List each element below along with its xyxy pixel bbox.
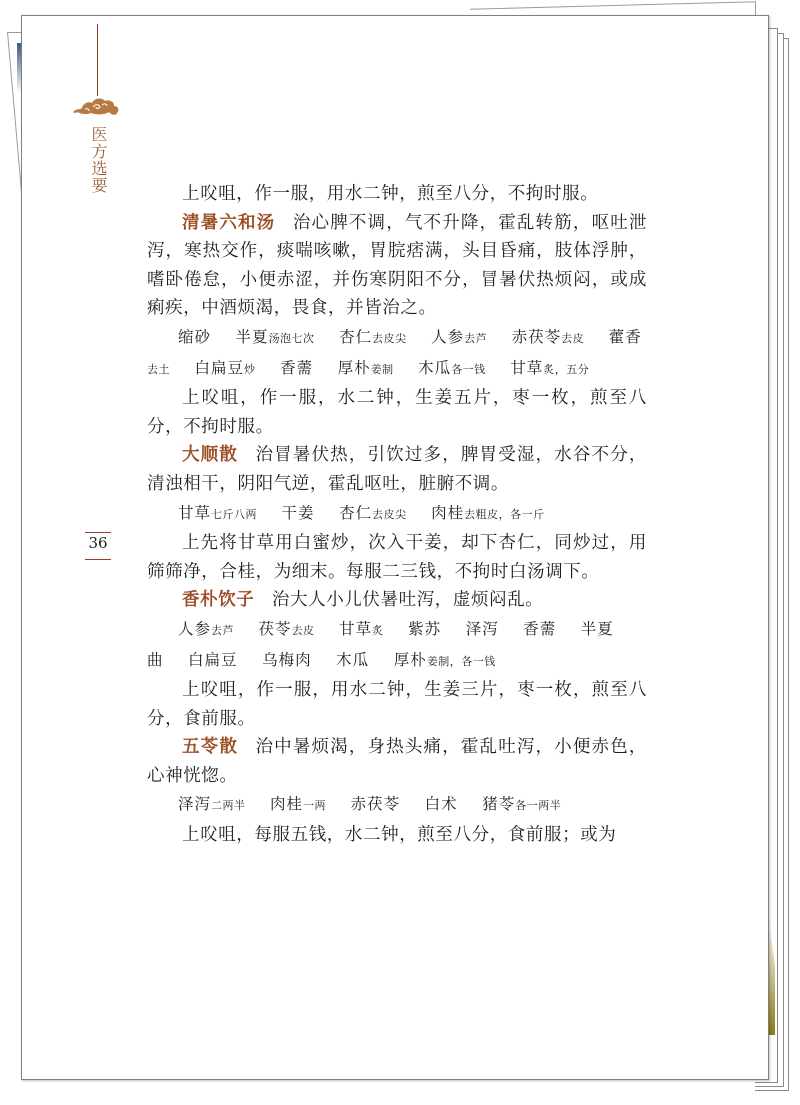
formula-indication: 治冒暑伏热，引饮过多，脾胃受湿，水谷不分，清浊相干，阴阳气逆，霍乱呕吐，脏腑不调。 [147,445,647,494]
ingredient-list [147,499,647,530]
ingredient [351,795,401,813]
formula-indication: 治中暑烦渴，身热头痛，霍乱吐泻，小便赤色，心神恍惚。 [147,737,647,786]
ingredient-name: 白扁豆 [194,358,245,377]
ingredient-name: 杏仁 [339,327,373,346]
formula-title: 五苓散 [182,737,239,758]
ingredient [394,651,496,669]
ingredient-name: 茯苓 [258,619,292,638]
ingredient [270,795,326,813]
instruction-paragraph: 上先将甘草用白蜜炒，次入干姜，却下杏仁，同炒过，用筛筛净，合桂，为细末。每服二三钱，不拘时白汤调下。 [147,533,647,582]
ingredient-name: 乌梅肉 [262,650,312,669]
instruction-paragraph: 上㕮咀，作一服，水二钟，生姜五片，枣一枚，煎至八分，不拘时服。 [147,388,647,437]
instruction-paragraph: 上㕮咀，作一服，用水二钟，生姜三片，枣一枚，煎至八分，食前服。 [147,680,647,729]
ingredient-note: 各一钱 [451,362,486,376]
ingredient [431,328,487,346]
ingredient [431,504,545,522]
ingredient [259,620,315,638]
ingredient-name: 甘草 [178,503,212,522]
ingredient-name: 藿香 [608,327,642,346]
formula-indication: 治大人小儿伏暑吐泻，虚烦闷乱。 [271,590,544,611]
ingredient [510,359,589,377]
ingredient [236,328,315,346]
ingredient-list [147,790,647,821]
ingredient-note: 汤泡七次 [268,331,315,345]
ingredient-name: 猪苓 [482,795,516,814]
ingredient [336,651,369,669]
ingredient [425,795,458,813]
ingredient-name: 肉桂 [431,503,465,522]
formula-title: 香朴饮子 [182,590,255,611]
ingredient-note: 炙 [372,623,384,637]
ingredient-note: 去皮尖 [372,331,407,345]
ingredient-note: 一两 [303,799,327,813]
page-number: 36 [88,534,108,552]
ingredient-name: 厚朴 [337,358,371,377]
ingredient-note: 炒 [244,362,256,376]
folio-rule-top [85,532,111,533]
hanging-line-ornament [97,24,98,96]
instruction-paragraph: 上㕮咀，每服五钱，水二钟，煎至八分，食前服；或为 [182,825,617,846]
ingredient [195,359,256,377]
ingredient-name: 泽泻 [465,619,499,638]
ingredient [523,620,556,638]
ingredient [482,795,561,813]
ingredient-name: 泽泻 [178,795,212,814]
formula-indication: 治心脾不调，气不升降，霍乱转筋，呕吐泄泻，寒热交作，痰喘咳嗽，胃脘痞满，头目昏痛，肢体浮肿，嗜卧倦怠，小便赤涩，并伤寒阴阳不分，冒暑伏热烦闷，或成痢疾，中酒烦渴，畏食，并皆治之。 [147,212,648,319]
formula-paragraph [147,441,647,498]
ingredient-name: 赤茯苓 [350,795,401,814]
ingredient [339,328,407,346]
ingredient-name: 干姜 [281,503,315,522]
ingredient-name: 赤茯苓 [511,327,562,346]
ingredient-name: 白扁豆 [188,650,238,669]
formula-paragraph [147,209,647,323]
ingredient-name: 香薷 [280,358,314,377]
ingredient [466,620,499,638]
ingredient-name: 紫苏 [408,619,442,638]
running-title: 医方选要 [89,126,108,194]
ingredient-name: 甘草 [510,358,544,377]
ingredient-note: 去粗皮，各一斤 [464,507,545,521]
ingredient [178,504,257,522]
ingredient-name: 人参 [178,619,212,638]
ingredient-name: 木瓜 [336,650,370,669]
ingredient [418,359,486,377]
ingredient-name: 人参 [431,327,465,346]
ingredient-note: 姜制，各一钱 [426,654,496,668]
page-body [147,180,647,850]
ingredient-list [147,323,647,384]
ingredient-name: 杏仁 [339,503,373,522]
formula-title: 清暑六和汤 [182,212,276,233]
ingredient-note: 姜制 [370,362,394,376]
ingredient-note: 二两半 [211,799,246,813]
ingredient [408,620,441,638]
formula-paragraph [147,586,647,615]
ingredient [178,620,234,638]
ingredient-note: 去皮 [561,331,585,345]
ingredient [282,504,315,522]
ingredient-note: 去芦 [464,331,488,345]
ingredient-name: 木瓜 [418,358,452,377]
ingredient-note: 去皮 [291,623,315,637]
ingredient-name: 香薷 [523,619,557,638]
ingredient-name: 缩砂 [178,327,212,346]
ingredient [339,620,384,638]
ingredient [280,359,313,377]
folio-rule-bottom [85,559,111,560]
auspicious-cloud-icon [71,94,121,118]
ingredient-note: 炙，五分 [543,362,590,376]
instruction-paragraph: 上㕮咀，作一服，用水二钟，煎至八分，不拘时服。 [182,184,599,204]
ingredient-name: 白术 [424,795,458,814]
ingredient-name: 肉桂 [270,795,304,814]
ingredient [338,359,394,377]
ingredient-note: 去皮尖 [372,507,407,521]
ingredient-name: 甘草 [339,619,373,638]
formula-paragraph [147,733,647,790]
ingredient-note: 去土 [147,362,170,376]
ingredient [178,328,211,346]
ingredient-name: 半夏 [235,327,269,346]
ingredient [262,651,312,669]
ingredient-note: 各一两半 [515,799,562,813]
ingredient-note: 七斤八两 [211,507,258,521]
formula-title: 大顺散 [182,445,239,466]
ingredient-note: 去芦 [211,623,235,637]
ingredient [512,328,585,346]
ingredient-list [147,615,647,676]
ingredient [178,795,246,813]
ingredient [339,504,407,522]
ingredient-name: 厚朴 [393,650,427,669]
ingredient-name: 半夏曲 [147,619,614,669]
ingredient [188,651,238,669]
